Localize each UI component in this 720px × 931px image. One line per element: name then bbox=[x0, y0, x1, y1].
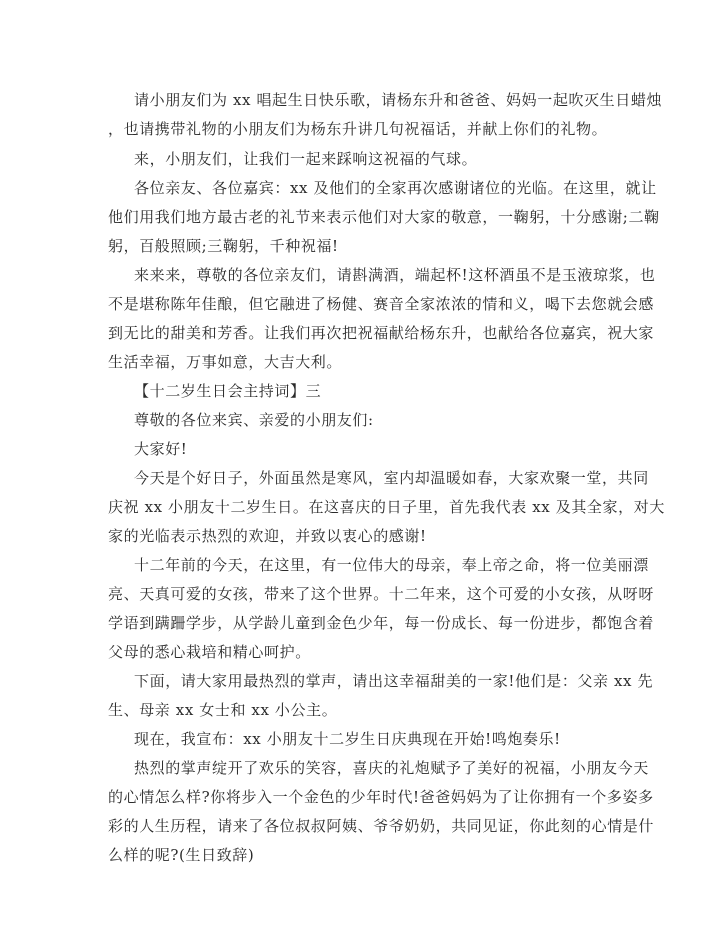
text-line: 今天是个好日子，外面虽然是寒风，室内却温暖如春，大家欢聚一堂，共同 bbox=[134, 469, 649, 487]
text-line: 么样的呢?(生日致辞) bbox=[108, 846, 255, 864]
text-line: 来，小朋友们，让我们一起来踩响这祝福的气球。 bbox=[134, 150, 478, 168]
text-line: 十二年前的今天，在这里，有一位伟大的母亲，奉上帝之命，将一位美丽漂 bbox=[134, 556, 649, 574]
text-line: 请小朋友们为 xx 唱起生日快乐歌，请杨东升和爸爸、妈妈一起吹灭生日蜡烛 bbox=[134, 91, 663, 109]
text-line: 家的光临表示热烈的欢迎，并致以衷心的感谢! bbox=[108, 527, 427, 545]
text-line: 尊敬的各位来宾、亲爱的小朋友们: bbox=[134, 411, 374, 429]
text-line: 父母的悉心栽培和精心呵护。 bbox=[108, 643, 311, 661]
text-line: 他们用我们地方最古老的礼节来表示他们对大家的敬意，一鞠躬，十分感谢;二鞠 bbox=[108, 208, 660, 226]
text-line: 生活幸福，万事如意，大吉大利。 bbox=[108, 353, 343, 371]
text-line: 不是堪称陈年佳酿，但它融进了杨健、赛音全家浓浓的情和义，喝下去您就会感 bbox=[108, 295, 655, 313]
text-line: 热烈的掌声绽开了欢乐的笑容，喜庆的礼炮赋予了美好的祝福，小朋友今天 bbox=[134, 759, 649, 777]
text-line: 生、母亲 xx 女士和 xx 小公主。 bbox=[108, 701, 338, 719]
text-line: 下面，请大家用最热烈的掌声，请出这幸福甜美的一家!他们是：父亲 xx 先 bbox=[134, 672, 654, 690]
text-line: 彩的人生历程，请来了各位叔叔阿姨、爷爷奶奶，共同见证，你此刻的心情是什 bbox=[108, 817, 655, 835]
text-line: 现在，我宣布：xx 小朋友十二岁生日庆典现在开始!鸣炮奏乐! bbox=[134, 730, 561, 748]
text-line: 大家好! bbox=[134, 440, 188, 458]
text-line: 庆祝 xx 小朋友十二岁生日。在这喜庆的日子里，首先我代表 xx 及其全家，对大 bbox=[108, 498, 665, 516]
text-line: 亮、天真可爱的女孩，带来了这个世界。十二年来，这个可爱的小女孩，从呀呀 bbox=[108, 585, 655, 603]
text-line: 学语到蹒跚学步，从学龄儿童到金色少年，每一份成长、每一份进步，都饱含着 bbox=[108, 614, 655, 632]
text-line: 各位亲友、各位嘉宾：xx 及他们的全家再次感谢诸位的光临。在这里，就让 bbox=[134, 179, 657, 197]
text-line: 躬，百般照顾;三鞠躬，千种祝福! bbox=[108, 237, 339, 255]
text-line: ，也请携带礼物的小朋友们为杨东升讲几句祝福话，并献上你们的礼物。 bbox=[108, 120, 608, 138]
text-line: 到无比的甜美和芳香。让我们再次把祝福献给杨东升，也献给各位嘉宾，祝大家 bbox=[108, 324, 655, 342]
text-line: 的心情怎么样?你将步入一个金色的少年时代!爸爸妈妈为了让你拥有一个多姿多 bbox=[108, 788, 654, 806]
text-line: 来来来，尊敬的各位亲友们，请斟满酒，端起杯!这杯酒虽不是玉液琼浆，也 bbox=[134, 266, 656, 284]
section-heading: 【十二岁生日会主持词】三 bbox=[134, 382, 322, 400]
